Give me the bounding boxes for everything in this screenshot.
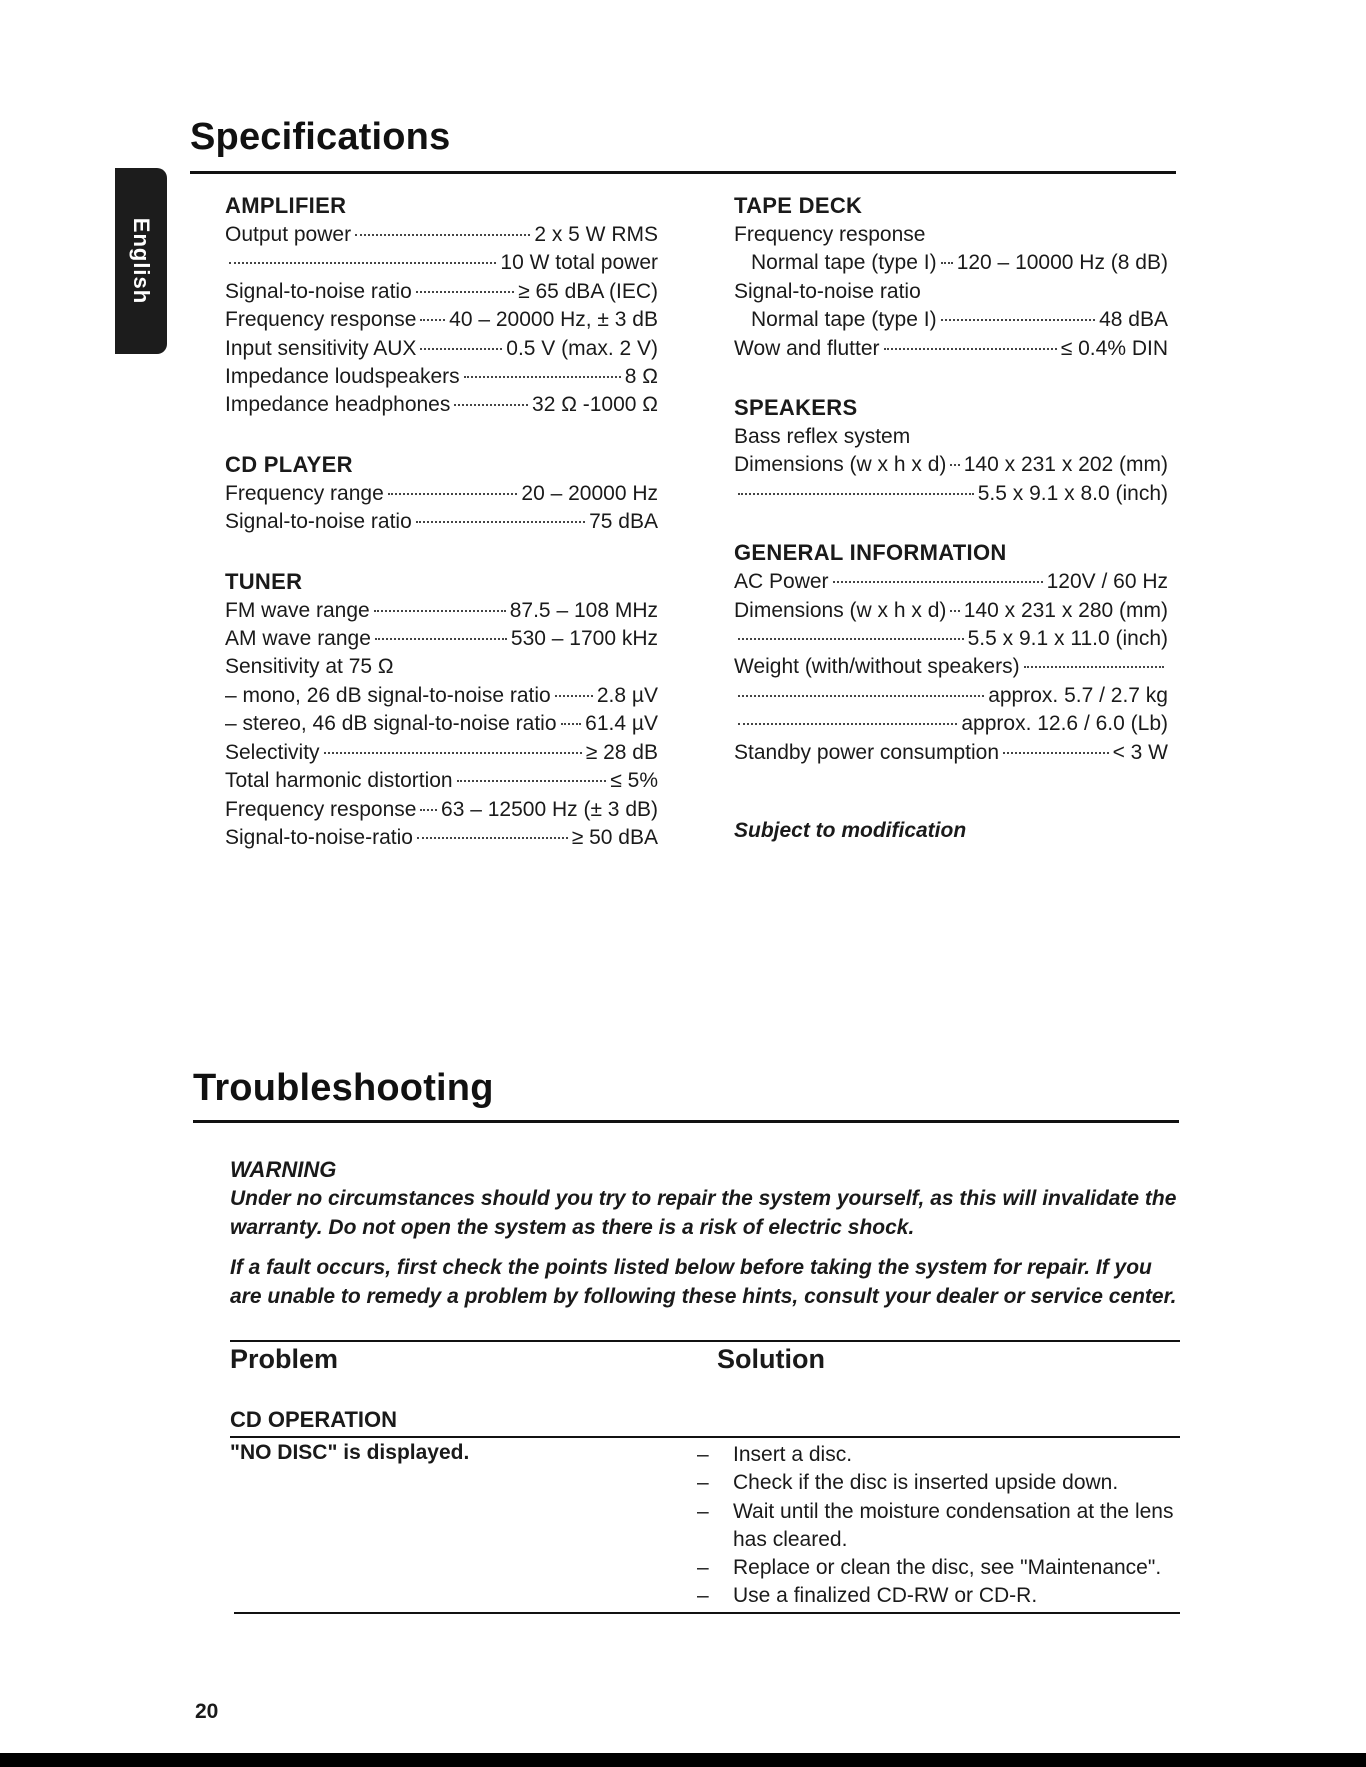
spec-label: Frequency response [225, 308, 417, 332]
spec-row [734, 597, 1168, 625]
spec-value: 63 – 12500 Hz (± 3 dB) [441, 797, 658, 821]
spec-row [734, 653, 1168, 681]
spec-label: Output power [225, 223, 352, 246]
spec-label: FM wave range [225, 598, 370, 622]
spec-label: – mono, 26 dB signal-to-noise ratio [225, 683, 551, 707]
spec-label: Input sensitivity AUX [225, 336, 417, 360]
spec-value: 40 – 20000 Hz, ± 3 dB [449, 308, 658, 332]
spec-label: Weight (with/without speakers) [734, 655, 1020, 679]
spec-row [225, 335, 658, 363]
dot-leader [555, 695, 593, 697]
spec-row [225, 508, 658, 536]
spec-value: 61.4 µV [585, 712, 658, 736]
warning-title: WARNING [230, 1157, 337, 1182]
spec-value: 2 x 5 W RMS [534, 223, 658, 246]
dot-leader [420, 348, 502, 350]
spec-value: 530 – 1700 kHz [510, 627, 658, 651]
solution-item: – Replace or clean the disc, see "Maintenance". [697, 1554, 1177, 1582]
spec-row [225, 249, 658, 277]
spec-value: ≤ 0.4% DIN [1060, 336, 1168, 360]
dot-leader [1003, 752, 1109, 754]
dot-leader [324, 752, 582, 754]
spec-value: < 3 W [1112, 740, 1168, 764]
dot-leader [738, 638, 964, 640]
spec-value: 20 – 20000 Hz [521, 481, 658, 505]
spec-value: approx. 5.7 / 2.7 kg [988, 683, 1168, 707]
spec-label: Signal-to-noise-ratio [225, 825, 413, 849]
spec-row [734, 480, 1168, 508]
dot-leader [355, 234, 530, 236]
spec-label: AC Power [734, 570, 829, 594]
dot-leader [375, 638, 507, 640]
spec-label: Wow and flutter [734, 336, 880, 360]
spec-label: Normal tape (type I) [751, 251, 937, 275]
troubleshooting-rule [193, 1120, 1179, 1123]
spec-value: ≥ 28 dB [585, 740, 658, 764]
dot-leader [420, 319, 445, 321]
dot-leader [229, 262, 496, 264]
table-bottom-rule [234, 1612, 1180, 1614]
spec-row [734, 335, 1168, 363]
spec-row [225, 739, 658, 767]
spec-label: – stereo, 46 dB signal-to-noise ratio [225, 712, 557, 736]
spec-group [225, 450, 658, 537]
dot-leader [417, 837, 568, 839]
language-tab [115, 168, 167, 354]
dot-leader [374, 610, 506, 612]
spec-row [734, 682, 1168, 710]
bottom-bar [0, 1753, 1366, 1767]
dot-leader [950, 464, 959, 466]
spec-value: 140 x 231 x 202 (mm) [963, 453, 1168, 477]
spec-row-label: Sensitivity at 75 Ω [225, 655, 394, 679]
spec-label: Frequency range [225, 481, 384, 505]
dot-leader [416, 521, 585, 523]
spec-row [225, 363, 658, 391]
troubleshooting-title: Troubleshooting [193, 1067, 494, 1109]
spec-label: Dimensions (w x h x d) [734, 598, 947, 622]
spec-row [225, 278, 658, 306]
spec-value: 48 dBA [1099, 308, 1168, 332]
solution-item: – Insert a disc. [697, 1441, 1177, 1469]
spec-label: Total harmonic distortion [225, 769, 453, 793]
specifications-rule [190, 171, 1176, 174]
spec-label: Signal-to-noise ratio [225, 279, 412, 303]
problem-header: Problem [230, 1344, 339, 1374]
spec-value: 87.5 – 108 MHz [509, 598, 658, 622]
table-top-rule [230, 1340, 1180, 1342]
spec-value: 120 – 10000 Hz (8 dB) [956, 251, 1168, 275]
dot-leader [738, 695, 984, 697]
dot-leader [416, 291, 514, 293]
spec-row [734, 451, 1168, 479]
subject-to-modification-note: Subject to modification [734, 819, 967, 842]
spec-row [734, 568, 1168, 596]
dot-leader [420, 809, 437, 811]
solution-item: – Wait until the moisture condensation at the lens has cleared. [697, 1498, 1177, 1555]
spec-group [734, 393, 1168, 508]
solution-list [697, 1441, 1177, 1611]
spec-row [734, 306, 1168, 334]
cd-operation-rule [230, 1436, 1180, 1438]
spec-group-title: AMPLIFIER [225, 193, 347, 218]
spec-value: 32 Ω -1000 Ω [532, 393, 658, 417]
dot-leader [738, 723, 957, 725]
spec-row [734, 739, 1168, 767]
dot-leader [950, 610, 959, 612]
spec-value: 2.8 µV [596, 683, 658, 707]
dot-leader [941, 319, 1096, 321]
spec-value: 5.5 x 9.1 x 11.0 (inch) [967, 627, 1168, 651]
spec-group [734, 191, 1168, 363]
dot-leader [457, 780, 607, 782]
warning-text: Under no circumstances should you try to repair the system yourself, as this will invalidate the warranty. Do not open the system as there is a risk of electric shock. [230, 1187, 1177, 1239]
spec-value: 0.5 V (max. 2 V) [506, 336, 658, 360]
spec-row [225, 824, 658, 852]
spec-row [225, 306, 658, 334]
spec-right-column [734, 191, 1168, 797]
dot-leader [561, 723, 582, 725]
spec-label: Dimensions (w x h x d) [734, 453, 947, 477]
fault-instructions: If a fault occurs, first check the points listed below before taking the system for repair. If you are unable to remedy a problem by following these hints, consult your dealer or service center. [230, 1256, 1177, 1308]
cd-operation-heading: CD OPERATION [230, 1407, 398, 1432]
spec-row [225, 480, 658, 508]
spec-group [225, 191, 658, 420]
spec-group [225, 567, 658, 853]
spec-group-title: TAPE DECK [734, 193, 863, 218]
spec-value: approx. 12.6 / 6.0 (Lb) [961, 712, 1168, 736]
spec-value: 8 Ω [624, 365, 658, 389]
spec-value: 120V / 60 Hz [1046, 570, 1168, 594]
spec-label: Impedance loudspeakers [225, 365, 460, 389]
solution-item: – Use a finalized CD-RW or CD-R. [697, 1582, 1177, 1610]
spec-row-label: Frequency response [734, 223, 926, 246]
dot-leader [454, 404, 528, 406]
problem-no-disc: "NO DISC" is displayed. [230, 1441, 470, 1464]
spec-group [734, 538, 1168, 767]
spec-label: Standby power consumption [734, 740, 999, 764]
spec-value: 140 x 231 x 280 (mm) [963, 598, 1168, 622]
spec-row-label: Bass reflex system [734, 425, 911, 449]
spec-row [225, 796, 658, 824]
spec-value: ≤ 5% [610, 769, 658, 793]
spec-row [225, 710, 658, 738]
spec-group-title: TUNER [225, 568, 303, 594]
spec-row [225, 221, 658, 249]
spec-label: AM wave range [225, 627, 371, 651]
spec-row [225, 767, 658, 795]
spec-label: Normal tape (type I) [751, 308, 937, 332]
spec-value: 10 W total power [500, 251, 658, 275]
spec-group-title: CD PLAYER [225, 451, 353, 477]
dot-leader [388, 493, 518, 495]
spec-label: Selectivity [225, 740, 320, 764]
spec-value: 5.5 x 9.1 x 8.0 (inch) [977, 481, 1168, 505]
spec-row [734, 710, 1168, 738]
page-number: 20 [195, 1700, 219, 1723]
spec-value: 75 dBA [589, 510, 658, 534]
dot-leader [738, 493, 974, 495]
spec-row [225, 391, 658, 419]
dot-leader [941, 262, 953, 264]
spec-row [225, 625, 658, 653]
dot-leader [1024, 666, 1164, 668]
spec-label: Frequency response [225, 797, 417, 821]
spec-value: ≥ 65 dBA (IEC) [518, 279, 658, 303]
dot-leader [884, 348, 1057, 350]
spec-label: Signal-to-noise ratio [225, 510, 412, 534]
spec-left-column [225, 191, 658, 882]
dot-leader [833, 581, 1043, 583]
spec-group-title: SPEAKERS [734, 395, 858, 421]
spec-row-label: Signal-to-noise ratio [734, 279, 921, 303]
spec-row [225, 682, 658, 710]
spec-value: ≥ 50 dBA [571, 825, 658, 849]
spec-row [734, 249, 1168, 277]
language-tab-label: English [129, 217, 154, 305]
spec-row [225, 597, 658, 625]
specifications-title: Specifications [190, 116, 451, 158]
spec-group-title: GENERAL INFORMATION [734, 540, 1007, 566]
spec-row [734, 625, 1168, 653]
solution-header: Solution [717, 1344, 825, 1374]
spec-label: Impedance headphones [225, 393, 451, 417]
solution-item: – Check if the disc is inserted upside down. [697, 1469, 1177, 1497]
dot-leader [464, 376, 621, 378]
